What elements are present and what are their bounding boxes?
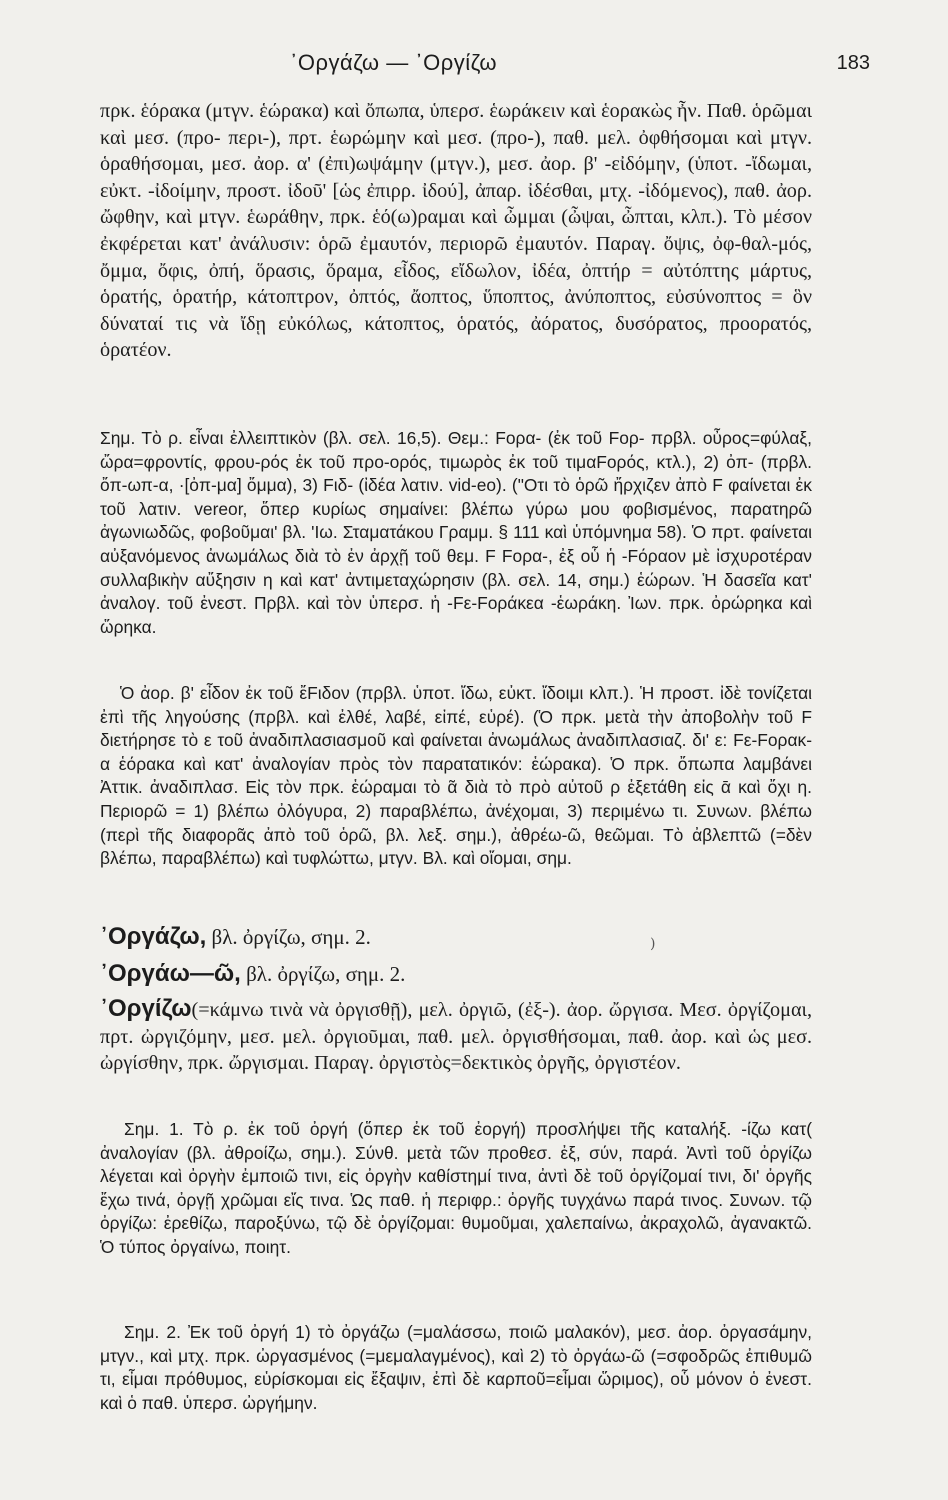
headword: ᾿Οργίζω: [100, 995, 192, 1022]
headword-entry-orgazo: [100, 923, 812, 951]
headword: ᾿Οργάζω,: [100, 923, 207, 950]
headword-entry-orgao: [100, 960, 812, 988]
page-header: [0, 50, 948, 80]
note-1-paragraph: Σημ. 1. Τὸ ρ. ἐκ τοῦ ὀργή (ὅπερ ἐκ τοῦ ἐοργή) προσλήψει τῆς καταλήξ. -ίζω κατ( ἀναλογίαν (βλ. ἀθροίζω, σημ.). Σύνθ. μετὰ τῶν προθεσ. ἐξ, σύν, παρά. Ἀντὶ τοῦ ὀργίζω λέγεται καὶ ὀργὴν ἐμποιῶ τινι, εἰς ὀργὴν καθίστημί τινα, ἀντὶ δὲ τοῦ ὀργίζομαί τινι, δι' ὀργῆς ἔχω τινά, ὀργῇ χρῶμαι εἴς τινα. Ὡς παθ. ἡ περιφρ.: ὀργῆς τυγχάνω παρά τινος. Συνων. τῷ ὀργίζω: ἐρεθίζω, παροξύνω, τῷ δὲ ὀργίζομαι: θυμοῦμαι, χαλεπαίνω, ἀκραχολῶ, ἀγανακτῶ. Ὁ τύπος ὀργαίνω, ποιητ.: [100, 1119, 812, 1257]
page-number: 183: [836, 52, 870, 74]
headword-entry-orgizo: [100, 996, 812, 1077]
entry-text: βλ. ὀργίζω, σημ. 2.: [211, 925, 371, 949]
margin-mark: ): [650, 936, 656, 952]
entry-continuation-paragraph: πρκ. ἑόρακα (μτγν. ἑώρακα) καὶ ὄπωπα, ὑπερσ. ἑωράκειν καὶ ἑορακὼς ἦν. Παθ. ὁρῶμαι καὶ μεσ. (προ- περι-), πρτ. ἑωρώμην καὶ μεσ. (προ-), παθ. μελ. ὀφθήσομαι καὶ μτγν. ὁραθήσομαι, μεσ. ἀορ. α' (ἐπι)ωψάμην (μτγν.), μεσ. ἀορ. β' -εἰδόμην, (ὑποτ. -ἴδωμαι, εὐκτ. -ἰδοίμην, προστ. ἰδοῦ' [ὡς ἐπιρρ. ἰδού], ἀπαρ. ἰδέσθαι, μτχ. -ἰδόμενος), παθ. ἀορ. ὤφθην, καὶ μτγν. ἑωράθην, πρκ. ἑό(ω)ραμαι καὶ ὦμμαι (ὦψαι, ὦπται, κλπ.). Τὸ μέσον ἐκφέρεται κατ' ἀνάλυσιν: ὁρῶ ἐμαυτόν, περιορῶ ἐμαυτόν. Παραγ. ὄψις, ὀφ-θαλ-μός, ὄμμα, ὄφις, ὀπή, ὅρασις, ὅραμα, εἶδος, εἴδωλον, ἰδέα, ὀπτήρ = αὐτόπτης μάρτυς, ὁρατής, ὁρατήρ, κάτοπτρον, ὀπτός, ἄοπτος, ὕποπτος, ἀνύποπτος, εὐσύνοπτος = ὃν δύναταί τις νὰ ἴδῃ εὐκόλως, κάτοπτος, ὁρατός, ἀόρατος, δυσόρατος, προορατός, ὁρατέον.: [100, 100, 812, 362]
aorist-note-paragraph: Ὁ ἀορ. β' εἶδον ἐκ τοῦ ἔFιδον (πρβλ. ὑποτ. ἴδω, εὐκτ. ἴδοιμι κλπ.). Ἡ προστ. ἰδὲ τονίζεται ἐπὶ τῆς ληγούσης (πρβλ. καὶ ἐλθέ, λαβέ, εἰπέ, εὑρέ). (Ὁ πρκ. μετὰ τὴν ἀποβολὴν τοῦ F διετήρησε τὸ ε τοῦ ἀναδιπλασιασμοῦ καὶ φαίνεται ἀνωμάλως ἀναδιπλασιαζ. δι' ε: Fε-Fορακ-α ἑόρακα καὶ κατ' ἀναλογίαν πρὸς τὸν παρατατικόν: ἑώρακα). Ὁ πρκ. ὄπωπα λαμβάνει Ἀττικ. ἀναδιπλασ. Εἰς τὸν πρκ. ἑώραμαι τὸ ᾶ διὰ τὸ πρὸ αὐτοῦ ρ ἐξετάθη εἰς ᾱ καὶ ὄχι η. Περιορῶ = 1) βλέπω ὀλόγυρα, 2) παραβλέπω, ἀνέχομαι, 3) περιμένω τι. Συνων. βλέπω (περὶ τῆς διαφορᾶς ἀπὸ τοῦ ὁρῶ, βλ. λεξ. σημ.), ἀθρέω-ῶ, θεῶμαι. Τὸ ἀβλεπτῶ (=δὲν βλέπω, παραβλέπω) καὶ τυφλώττω, μτγν. Βλ. καὶ οἴομαι, σημ.: [100, 683, 812, 869]
note-2-paragraph: Σημ. 2. Ἐκ τοῦ ὀργή 1) τὸ ὀργάζω (=μαλάσσω, ποιῶ μαλακόν), μεσ. ἀορ. ὀργασάμην, μτγν., καὶ μτχ. πρκ. ὠργασμένος (=μεμαλαγμένος), καὶ 2) τὸ ὀργάω-ῶ (=σφοδρῶς ἐπιθυμῶ τι, εἶμαι πρόθυμος, εὑρίσκομαι εἰς ἔξαψιν, ἐπὶ δὲ καρποῦ=εἶμαι ὥριμος), οὗ μόνον ὁ ἐνεστ. καὶ ὁ παθ. ὑπερσ. ὠργήμην.: [100, 1322, 812, 1413]
entry-text: (=κάμνω τινὰ νὰ ὀργισθῇ), μελ. ὀργιῶ, (ἐξ-). ἀορ. ὤργισα. Μεσ. ὀργίζομαι, πρτ. ὠργιζόμην, μεσ. μελ. ὀργιοῦμαι, παθ. μελ. ὀργισθήσομαι, παθ. ἀορ. καὶ ὡς μεσ. ὠργίσθην, πρκ. ὤργισμαι. Παραγ. ὀργιστὸς=δεκτικὸς ὀργῆς, ὀργιστέον.: [100, 999, 812, 1075]
headword: ᾿Οργάω—ῶ,: [100, 960, 241, 987]
running-title: ᾿Οργάζω — ᾿Οργίζω: [290, 50, 498, 75]
entry-text: βλ. ὀργίζω, σημ. 2.: [246, 962, 406, 986]
note-paragraph: Σημ. Τὸ ρ. εἶναι ἐλλειπτικὸν (βλ. σελ. 16,5). Θεμ.: Fορα- (ἐκ τοῦ Fορ- πρβλ. οὖρος=φύλαξ, ὤρα=φροντίς, φρου-ρός ἐκ τοῦ προ-ορός, τιμωρὸς ἐκ τοῦ τιμαFορός, κτλ.), 2) ὀπ- (πρβλ. ὄπ-ωπ-α, ·[ὀπ-μα] ὄμμα), 3) Fιδ- (ἰδέα λατιν. vid-eo). ("Οτι τὸ ὁρῶ ἤρχιζεν ἀπὸ F φαίνεται ἐκ τοῦ λατιν. vereor, ὅπερ κυρίως σημαίνει: βλέπω γύρω μου φοβισμένος, παρατηρῶ ἀγωνιωδῶς, φοβοῦμαι' βλ. 'Ιω. Σταματάκου Γραμμ. § 111 καὶ ὑπόμνημα 58). Ὁ πρτ. φαίνεται αὐξανόμενος ἀνωμάλως διὰ τὸ ἐν ἀρχῇ τοῦ θεμ. F Fορα-, ἐξ οὗ ἡ -Fόραον μὲ ἰσχυροτέραν συλλαβικὴν αὔξησιν η καὶ κατ' ἀντιμεταχώρησιν (βλ. σελ. 14, σημ.) ἑώρων. Ἡ δασεῖα κατ' ἀναλογ. τοῦ ἐνεστ. Πρβλ. καὶ τὸν ὑπερσ. ἡ -Fε-Fοράκεα -ἑωράκη. Ἰων. πρκ. ὀρώρηκα καὶ ὥρηκα.: [100, 428, 812, 637]
